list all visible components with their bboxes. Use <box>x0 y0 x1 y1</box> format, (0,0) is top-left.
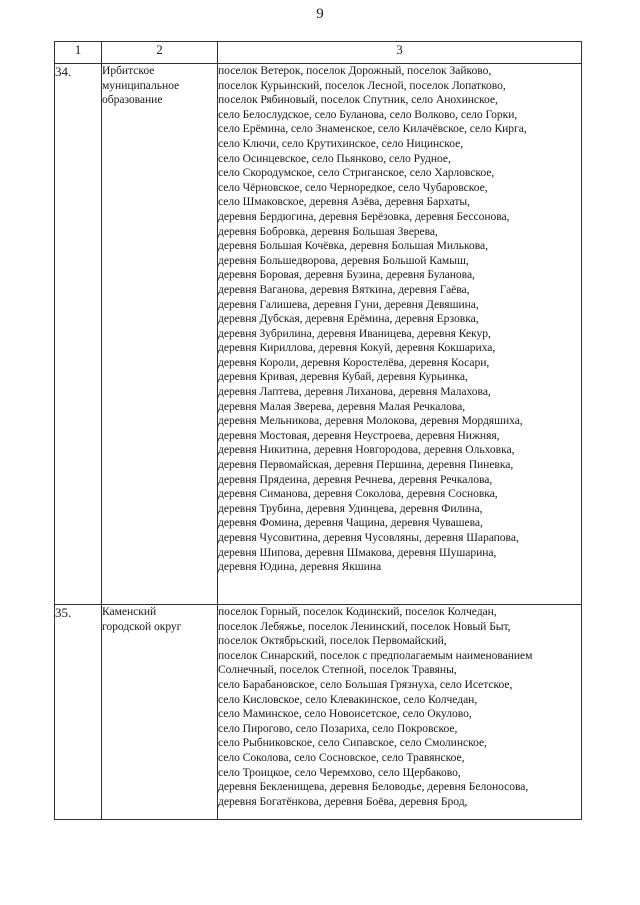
text-line: село Рыбниковское, село Сипавское, село Смолинское, <box>218 736 487 750</box>
text-line: Солнечный, поселок Степной, поселок Травяны, <box>218 663 457 677</box>
text-line: деревня Бекленищева, деревня Беловодье, деревня Белоносова, <box>218 780 529 794</box>
text-line: деревня Кириллова, деревня Кокуй, деревня Кокшариха, <box>218 341 496 355</box>
text-line: деревня Боровая, деревня Бузина, деревня Буланова, <box>218 268 475 282</box>
table-row <box>55 64 582 605</box>
text-line: село Ерёмина, село Знаменское, село Килачёвское, село Кирга, <box>218 122 527 136</box>
text-line: деревня Мостовая, деревня Неустроева, деревня Нижняя, <box>218 428 500 442</box>
page-number: 9 <box>316 6 324 22</box>
municipality-name <box>102 64 218 605</box>
settlements-list <box>218 605 582 820</box>
text-line: деревня Галишева, деревня Гуни, деревня Девяшина, <box>218 297 479 311</box>
text-line: деревня Фомина, деревня Чащина, деревня Чувашева, <box>218 516 483 530</box>
text-line: поселок Синарский, поселок с предполагаемым наименованием <box>218 648 533 662</box>
text-line: деревня Богатёнкова, деревня Боёва, деревня Брод, <box>218 794 468 808</box>
text-line: деревня Симанова, деревня Соколова, деревня Сосновка, <box>218 487 498 501</box>
text-line: село Скородумское, село Стриганское, село Харловское, <box>218 166 495 180</box>
text-line: деревня Ваганова, деревня Вяткина, деревня Гаёва, <box>218 282 470 296</box>
text-line: деревня Мельникова, деревня Молокова, деревня Мордяшиха, <box>218 414 523 428</box>
text-line: деревня Кривая, деревня Кубай, деревня Курьинка, <box>218 370 468 384</box>
header-col-1: 1 <box>55 42 102 64</box>
municipality-name <box>102 605 218 820</box>
text-line: деревня Малая Зверева, деревня Малая Речкалова, <box>218 399 466 413</box>
text-line: деревня Бобровка, деревня Большая Зверева, <box>218 224 438 238</box>
text-line: село Барабановское, село Большая Грязнуха, село Исетское, <box>218 677 513 691</box>
text-line: село Белослудское, село Буланова, село Волково, село Горки, <box>218 107 518 121</box>
text-line: Ирбитское <box>102 64 155 77</box>
header-col-2: 2 <box>102 42 218 64</box>
text-line: поселок Горный, поселок Кодинский, поселок Колчедан, <box>218 605 497 618</box>
settlements-list <box>218 64 582 605</box>
text-line: поселок Ветерок, поселок Дорожный, поселок Зайково, <box>218 64 492 77</box>
text-line: муниципальное <box>102 78 180 92</box>
text-line: село Троицкое, село Черемхово, село Щербаково, <box>218 765 461 779</box>
text-line: деревня Большая Кочёвка, деревня Большая Милькова, <box>218 239 488 253</box>
text-line: поселок Курьинский, поселок Лесной, поселок Лопатково, <box>218 78 506 92</box>
text-line: деревня Большедворова, деревня Большой Камыш, <box>218 253 469 267</box>
table-row <box>55 605 582 820</box>
text-line: село Соколова, село Сосновское, село Травянское, <box>218 750 465 764</box>
text-line: деревня Трубина, деревня Удинцева, деревня Филина, <box>218 501 483 515</box>
text-line: деревня Прядеина, деревня Речнева, деревня Речкалова, <box>218 472 493 486</box>
text-line: деревня Никитина, деревня Новгородова, деревня Ольховка, <box>218 443 515 457</box>
text-line: образование <box>102 93 163 107</box>
text-line: село Пирогово, село Позариха, село Покровское, <box>218 721 458 735</box>
text-line: деревня Первомайская, деревня Першина, деревня Пиневка, <box>218 458 514 472</box>
text-line: село Шмаковское, деревня Азёва, деревня Бархаты, <box>218 195 470 209</box>
text-line: село Ключи, село Крутихинское, село Ницинское, <box>218 136 464 150</box>
table-header-row <box>55 42 582 64</box>
text-line: деревня Дубская, деревня Ерёмина, деревня Ерзовка, <box>218 312 479 326</box>
text-line: поселок Рябиновый, поселок Спутник, село Анохинское, <box>218 93 498 107</box>
text-line: село Осинцевское, село Пьянково, село Рудное, <box>218 151 451 165</box>
municipalities-table <box>54 41 582 820</box>
text-line: деревня Юдина, деревня Якшина <box>218 560 382 574</box>
text-line: село Чёрновское, село Черноредкое, село Чубаровское, <box>218 180 488 194</box>
text-line: деревня Короли, деревня Коростелёва, деревня Косари, <box>218 355 490 369</box>
text-line: деревня Лаптева, деревня Лиханова, деревня Малахова, <box>218 385 491 399</box>
text-line: Каменский <box>102 605 157 618</box>
header-col-3: 3 <box>218 42 582 64</box>
text-line: деревня Бердюгина, деревня Берёзовка, деревня Бессонова, <box>218 209 510 223</box>
text-line: село Маминское, село Новоисетское, село Окулово, <box>218 707 472 721</box>
text-line: деревня Зубрилина, деревня Иваницева, деревня Кекур, <box>218 326 491 340</box>
text-line: деревня Шипова, деревня Шмакова, деревня Шушарина, <box>218 545 497 559</box>
text-line: село Кисловское, село Клевакинское, село Колчедан, <box>218 692 478 706</box>
text-line: поселок Октябрьский, поселок Первомайский, <box>218 634 447 648</box>
text-line: поселок Лебяжье, поселок Ленинский, поселок Новый Быт, <box>218 619 511 633</box>
row-number: 35. <box>55 605 102 820</box>
text-line: городской округ <box>102 619 182 633</box>
row-number: 34. <box>55 64 102 605</box>
text-line: деревня Чусовитина, деревня Чусовляны, деревня Шарапова, <box>218 531 519 544</box>
